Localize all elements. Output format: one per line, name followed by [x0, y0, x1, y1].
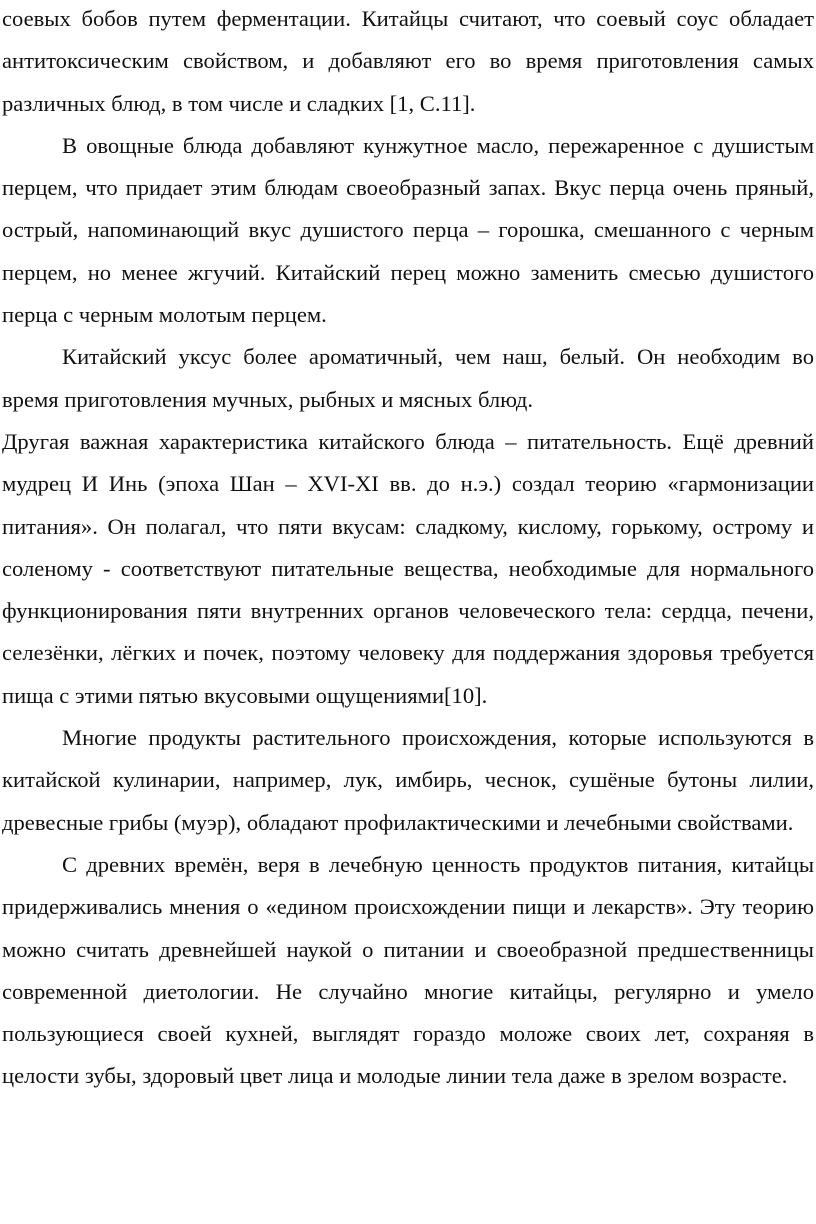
document-page: [2, 0, 814, 1224]
paragraph-nutrition-theory: Другая важная характеристика китайского блюда – питательность. Ещё древний мудрец И Инь (эпоха Шан – XVI-XI вв. до н.э.) создал теорию «гармонизации питания». Он полагал, что пяти вкусам: сладкому, кислому, горькому, острому и соленому - соответствуют питательные вещества, необходимые для нормального функционирования пяти внутренних органов человеческого тела: сердца, печени, селезёнки, лёгких и почек, поэтому человеку для поддержания здоровья требуется пища с этими пятью вкусовыми ощущениями[10].: [2, 428, 814, 708]
paragraph-sesame-oil-pepper: В овощные блюда добавляют кунжутное масло, пережаренное с душистым перцем, что придает этим блюдам своеобразный запах. Вкус перца очень пряный, острый, напоминающий вкус душистого перца – горошка, смешанного с черным перцем, но менее жгучий. Китайский перец можно заменить смесью душистого перца с черным молотым перцем.: [2, 132, 814, 328]
paragraph-food-and-medicine: С древних времён, веря в лечебную ценность продуктов питания, китайцы придерживались мнения о «едином происхождении пищи и лекарств». Эту теорию можно считать древнейшей наукой о питании и своеобразной предшественницы современной диетологии. Не случайно многие китайцы, регулярно и умело пользующиеся своей кухней, выглядят гораздо моложе своих лет, сохраняя в целости зубы, здоровый цвет лица и молодые линии тела даже в зрелом возрасте.: [2, 851, 814, 1089]
paragraph-medicinal-products: Многие продукты растительного происхождения, которые используются в китайской кулинарии, например, лук, имбирь, чеснок, сушёные бутоны лилии, древесные грибы (муэр), обладают профилактическими и лечебными свойствами.: [2, 725, 814, 835]
paragraph-soy-sauce: соевых бобов путем ферментации. Китайцы считают, что соевый соус обладает антитоксическим свойством, и добавляют его во время приготовления самых различных блюд, в том числе и сладких [1, С.11].: [2, 6, 814, 116]
paragraph-chinese-vinegar: Китайский уксус более ароматичный, чем наш, белый. Он необходим во время приготовления мучных, рыбных и мясных блюд.: [2, 344, 814, 412]
